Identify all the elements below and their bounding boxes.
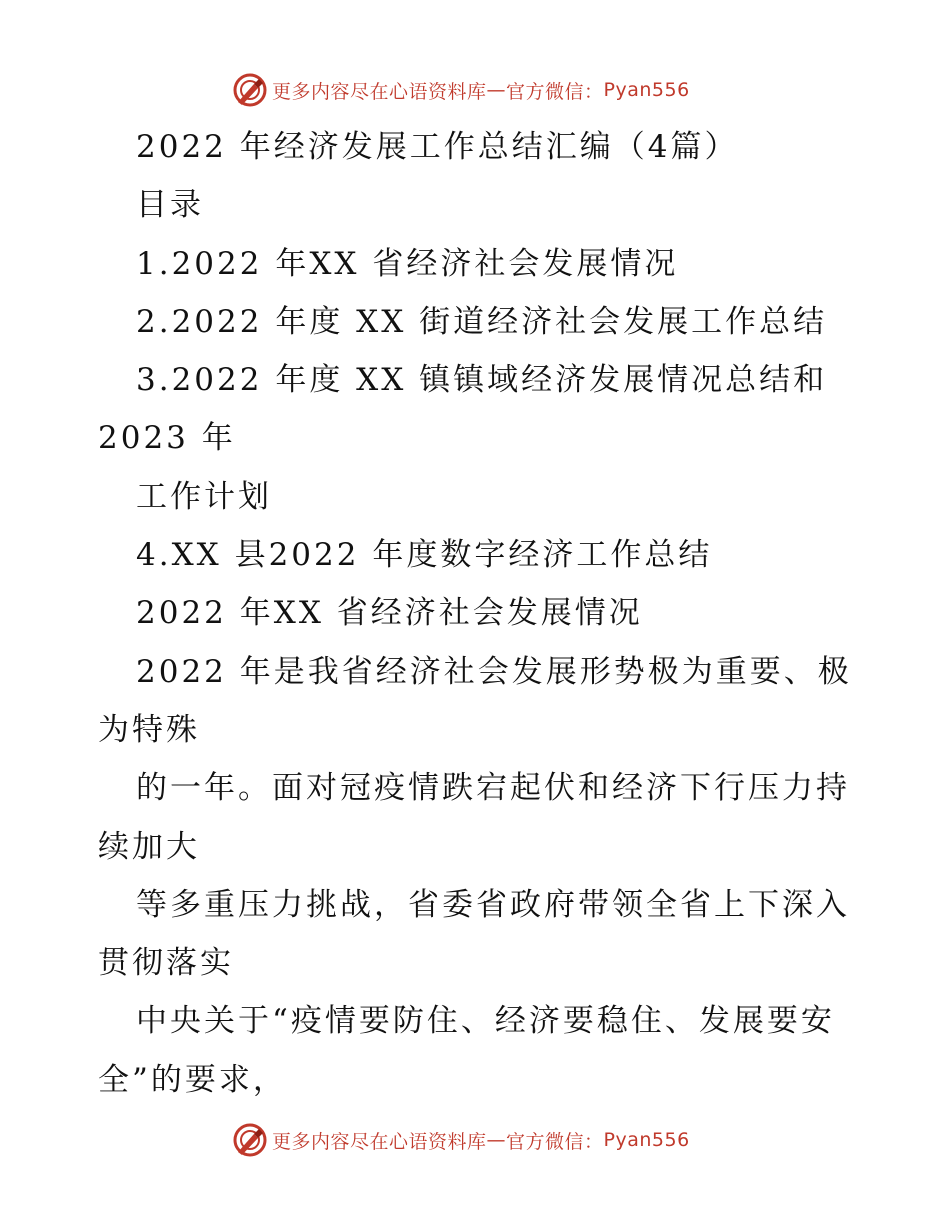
watermark-separator: — (486, 79, 507, 101)
paragraph-line: 中央关于“疫情要防住、经济要稳住、发展要安 (136, 1003, 835, 1040)
watermark-separator: — (486, 1129, 507, 1151)
pen-seal-logo-icon (232, 1122, 268, 1158)
watermark-wechat-id: Pyan556 (603, 79, 690, 101)
toc-item: 4.XX 县2022 年度数字经济工作总结 (136, 537, 713, 574)
paragraph-line: 全”的要求， (98, 1061, 287, 1098)
paragraph-line: 2022 年是我省经济社会发展形势极为重要、极 (136, 653, 852, 690)
pen-seal-logo-icon (232, 72, 268, 108)
toc-item: 2.2022 年度 XX 街道经济社会发展工作总结 (136, 303, 828, 340)
paragraph-line: 为特殊 (98, 711, 200, 748)
paragraph-line: 贯彻落实 (98, 945, 234, 982)
watermark-wechat-label: 官方微信： (506, 80, 604, 103)
paragraph-line: 的一年。面对冠疫情跌宕起伏和经济下行压力持 (136, 770, 850, 807)
toc-item-continuation: 工作计划 (136, 478, 272, 515)
document-title: 2022 年经济发展工作总结汇编（4篇） (136, 129, 739, 165)
watermark-text: 更多内容尽在心语资料库 (272, 1130, 487, 1153)
footer-watermark (232, 1120, 690, 1160)
paragraph-line: 续加大 (98, 828, 200, 865)
toc-item: 1.2022 年XX 省经济社会发展情况 (136, 245, 679, 282)
watermark-wechat-id: Pyan556 (603, 1129, 690, 1151)
toc-item: 3.2022 年度 XX 镇镇域经济发展情况总结和 (136, 362, 828, 399)
watermark-text: 更多内容尽在心语资料库 (272, 80, 487, 103)
paragraph-line: 等多重压力挑战，省委省政府带领全省上下深入 (136, 886, 850, 923)
watermark-wechat-label: 官方微信： (506, 1130, 604, 1153)
section-heading: 2022 年XX 省经济社会发展情况 (136, 595, 643, 632)
header-watermark (232, 70, 690, 110)
toc-item-continuation: 2023 年 (98, 420, 236, 457)
toc-heading: 目录 (136, 187, 204, 224)
document-body (98, 118, 858, 1109)
